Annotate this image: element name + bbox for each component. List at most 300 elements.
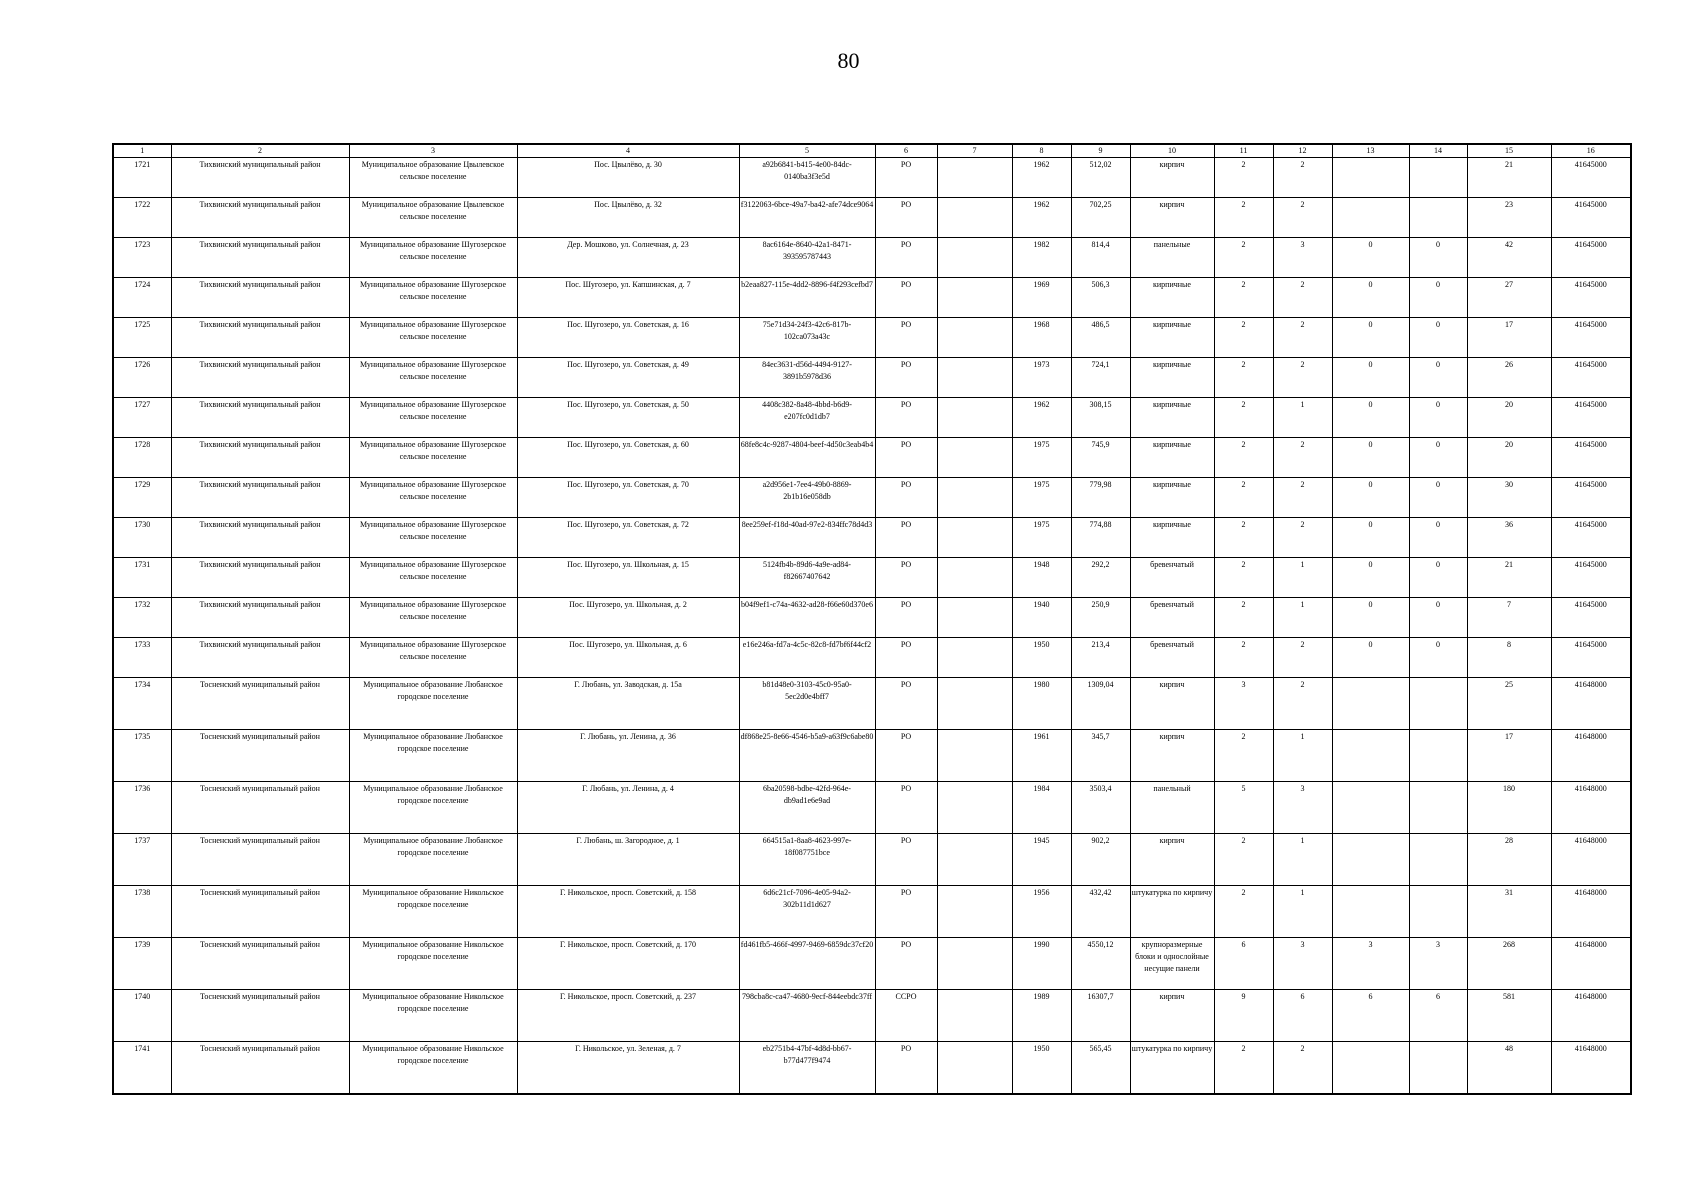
table-cell-col-11: 2 xyxy=(1214,638,1273,678)
table-row xyxy=(113,730,1631,782)
table-cell-col-2: Тихвинский муниципальный район xyxy=(171,438,349,478)
table-cell-col-10: кирпичные xyxy=(1130,318,1214,358)
table-cell-col-2: Тихвинский муниципальный район xyxy=(171,518,349,558)
table-cell-col-5: 798cba8c-ca47-4680-9ecf-844eebdc37ff xyxy=(739,990,875,1042)
table-cell-col-10: кирпич xyxy=(1130,678,1214,730)
table-cell-col-6: РО xyxy=(875,198,937,238)
table-cell-col-9: 213,4 xyxy=(1071,638,1130,678)
table-cell-col-10: бревенчатый xyxy=(1130,558,1214,598)
table-cell-col-16: 41645000 xyxy=(1551,398,1631,438)
table-cell-col-11: 2 xyxy=(1214,238,1273,278)
table-row xyxy=(113,678,1631,730)
table-cell-col-16: 41648000 xyxy=(1551,1042,1631,1095)
table-row xyxy=(113,158,1631,198)
table-cell-col-5: b04f9ef1-c74a-4632-ad28-f66e60d370e6 xyxy=(739,598,875,638)
table-cell-col-11: 3 xyxy=(1214,678,1273,730)
column-header-3: 3 xyxy=(349,144,517,158)
table-cell-col-9: 902,2 xyxy=(1071,834,1130,886)
table-cell-col-1: 1739 xyxy=(113,938,171,990)
table-cell-col-14: 0 xyxy=(1409,558,1467,598)
table-cell-col-13: 0 xyxy=(1332,358,1409,398)
table-cell-col-15: 23 xyxy=(1467,198,1551,238)
table-cell-col-5: 664515a1-8aa8-4623-997e-18f087751bce xyxy=(739,834,875,886)
table-cell-col-12: 2 xyxy=(1273,278,1332,318)
table-cell-col-10: штукатурка по кирпичу xyxy=(1130,886,1214,938)
table-cell-col-13 xyxy=(1332,678,1409,730)
table-cell-col-11: 2 xyxy=(1214,278,1273,318)
column-header-1: 1 xyxy=(113,144,171,158)
table-cell-col-10: кирпичные xyxy=(1130,478,1214,518)
table-cell-col-1: 1727 xyxy=(113,398,171,438)
table-cell-col-16: 41645000 xyxy=(1551,158,1631,198)
table-cell-col-7 xyxy=(937,198,1012,238)
table-cell-col-3: Муниципальное образование Любанское городское поселение xyxy=(349,782,517,834)
table-cell-col-15: 31 xyxy=(1467,886,1551,938)
table-cell-col-14: 0 xyxy=(1409,598,1467,638)
table-cell-col-15: 581 xyxy=(1467,990,1551,1042)
table-cell-col-14 xyxy=(1409,782,1467,834)
table-cell-col-11: 2 xyxy=(1214,558,1273,598)
table-cell-col-8: 1950 xyxy=(1012,638,1071,678)
table-cell-col-5: a92b6841-b415-4e00-84dc-0140ba3f3e5d xyxy=(739,158,875,198)
table-cell-col-16: 41648000 xyxy=(1551,678,1631,730)
table-cell-col-6: РО xyxy=(875,518,937,558)
table-cell-col-5: 8ee259ef-f18d-40ad-97e2-834ffc78d4d3 xyxy=(739,518,875,558)
table-cell-col-16: 41645000 xyxy=(1551,558,1631,598)
table-cell-col-8: 1989 xyxy=(1012,990,1071,1042)
table-cell-col-8: 1980 xyxy=(1012,678,1071,730)
table-row xyxy=(113,598,1631,638)
table-row xyxy=(113,518,1631,558)
table-cell-col-15: 21 xyxy=(1467,558,1551,598)
column-header-8: 8 xyxy=(1012,144,1071,158)
table-cell-col-1: 1732 xyxy=(113,598,171,638)
table-cell-col-13: 0 xyxy=(1332,638,1409,678)
table-cell-col-12: 1 xyxy=(1273,598,1332,638)
table-cell-col-16: 41645000 xyxy=(1551,438,1631,478)
table-cell-col-9: 432,42 xyxy=(1071,886,1130,938)
table-cell-col-6: РО xyxy=(875,398,937,438)
table-cell-col-10: штукатурка по кирпичу xyxy=(1130,1042,1214,1095)
table-cell-col-3: Муниципальное образование Шугозерское сельское поселение xyxy=(349,438,517,478)
table-cell-col-6: РО xyxy=(875,730,937,782)
table-cell-col-13 xyxy=(1332,782,1409,834)
table-cell-col-16: 41648000 xyxy=(1551,730,1631,782)
table-cell-col-6: РО xyxy=(875,318,937,358)
table-cell-col-15: 30 xyxy=(1467,478,1551,518)
table-cell-col-5: e16e246a-fd7a-4c5c-82c8-fd7bf6f44cf2 xyxy=(739,638,875,678)
table-cell-col-10: кирпич xyxy=(1130,834,1214,886)
table-cell-col-7 xyxy=(937,598,1012,638)
table-cell-col-8: 1948 xyxy=(1012,558,1071,598)
column-header-13: 13 xyxy=(1332,144,1409,158)
table-cell-col-7 xyxy=(937,1042,1012,1095)
table-cell-col-5: 8ac6164e-8640-42a1-8471-393595787443 xyxy=(739,238,875,278)
table-cell-col-15: 25 xyxy=(1467,678,1551,730)
table-body xyxy=(113,158,1631,1095)
table-cell-col-12: 2 xyxy=(1273,318,1332,358)
table-cell-col-11: 2 xyxy=(1214,398,1273,438)
table-cell-col-11: 2 xyxy=(1214,730,1273,782)
table-cell-col-4: Пос. Шугозеро, ул. Школьная, д. 15 xyxy=(517,558,739,598)
table-cell-col-13: 0 xyxy=(1332,438,1409,478)
table-cell-col-8: 1990 xyxy=(1012,938,1071,990)
table-cell-col-7 xyxy=(937,638,1012,678)
table-cell-col-13: 0 xyxy=(1332,598,1409,638)
table-cell-col-7 xyxy=(937,398,1012,438)
column-header-2: 2 xyxy=(171,144,349,158)
table-cell-col-14: 3 xyxy=(1409,938,1467,990)
table-cell-col-4: Г. Никольское, просп. Советский, д. 170 xyxy=(517,938,739,990)
table-cell-col-6: РО xyxy=(875,1042,937,1095)
table-cell-col-2: Тихвинский муниципальный район xyxy=(171,238,349,278)
table-cell-col-9: 774,88 xyxy=(1071,518,1130,558)
table-cell-col-1: 1729 xyxy=(113,478,171,518)
table-cell-col-12: 6 xyxy=(1273,990,1332,1042)
table-cell-col-6: РО xyxy=(875,158,937,198)
table-cell-col-5: df868e25-8e66-4546-b5a9-a63f9c6abe80 xyxy=(739,730,875,782)
table-cell-col-2: Тихвинский муниципальный район xyxy=(171,598,349,638)
table-cell-col-11: 9 xyxy=(1214,990,1273,1042)
table-cell-col-2: Тихвинский муниципальный район xyxy=(171,478,349,518)
table-cell-col-5: 5124fb4b-89d6-4a9e-ad84-f82667407642 xyxy=(739,558,875,598)
table-cell-col-1: 1741 xyxy=(113,1042,171,1095)
table-cell-col-6: ССРО xyxy=(875,990,937,1042)
table-cell-col-6: РО xyxy=(875,678,937,730)
table-cell-col-13: 0 xyxy=(1332,398,1409,438)
table-cell-col-3: Муниципальное образование Шугозерское сельское поселение xyxy=(349,598,517,638)
table-cell-col-4: Дер. Мошково, ул. Солнечная, д. 23 xyxy=(517,238,739,278)
table-cell-col-11: 2 xyxy=(1214,478,1273,518)
table-cell-col-8: 1984 xyxy=(1012,782,1071,834)
table-cell-col-9: 292,2 xyxy=(1071,558,1130,598)
table-cell-col-14: 0 xyxy=(1409,238,1467,278)
table-cell-col-16: 41648000 xyxy=(1551,834,1631,886)
table-cell-col-3: Муниципальное образование Шугозерское сельское поселение xyxy=(349,398,517,438)
table-cell-col-13 xyxy=(1332,1042,1409,1095)
table-cell-col-10: панельные xyxy=(1130,238,1214,278)
table-cell-col-9: 308,15 xyxy=(1071,398,1130,438)
table-cell-col-3: Муниципальное образование Шугозерское сельское поселение xyxy=(349,558,517,598)
table-cell-col-2: Тосненский муниципальный район xyxy=(171,678,349,730)
table-cell-col-5: f3122063-6bce-49a7-ba42-afe74dce9064 xyxy=(739,198,875,238)
table-cell-col-9: 702,25 xyxy=(1071,198,1130,238)
table-cell-col-13: 0 xyxy=(1332,278,1409,318)
table-cell-col-11: 2 xyxy=(1214,598,1273,638)
column-header-12: 12 xyxy=(1273,144,1332,158)
table-cell-col-8: 1956 xyxy=(1012,886,1071,938)
table-cell-col-5: fd461fb5-466f-4997-9469-6859dc37cf20 xyxy=(739,938,875,990)
table-cell-col-5: 75e71d34-24f3-42c6-817b-102ca073a43c xyxy=(739,318,875,358)
table-cell-col-14: 0 xyxy=(1409,358,1467,398)
table-cell-col-4: Г. Любань, ул. Ленина, д. 4 xyxy=(517,782,739,834)
table-cell-col-8: 1969 xyxy=(1012,278,1071,318)
table-cell-col-7 xyxy=(937,318,1012,358)
table-row xyxy=(113,782,1631,834)
table-cell-col-5: a2d956e1-7ee4-49b0-8869-2b1b16e058db xyxy=(739,478,875,518)
table-cell-col-4: Пос. Цвылёво, д. 32 xyxy=(517,198,739,238)
table-cell-col-7 xyxy=(937,938,1012,990)
table-cell-col-3: Муниципальное образование Никольское городское поселение xyxy=(349,938,517,990)
table-cell-col-11: 2 xyxy=(1214,886,1273,938)
table-cell-col-14 xyxy=(1409,678,1467,730)
table-cell-col-7 xyxy=(937,478,1012,518)
table-cell-col-9: 779,98 xyxy=(1071,478,1130,518)
table-cell-col-13: 3 xyxy=(1332,938,1409,990)
table-cell-col-12: 2 xyxy=(1273,678,1332,730)
table-cell-col-6: РО xyxy=(875,278,937,318)
table-cell-col-9: 512,02 xyxy=(1071,158,1130,198)
table-cell-col-2: Тосненский муниципальный район xyxy=(171,782,349,834)
table-cell-col-3: Муниципальное образование Никольское городское поселение xyxy=(349,1042,517,1095)
table-cell-col-8: 1950 xyxy=(1012,1042,1071,1095)
table-cell-col-14 xyxy=(1409,1042,1467,1095)
table-cell-col-8: 1962 xyxy=(1012,158,1071,198)
table-cell-col-11: 2 xyxy=(1214,518,1273,558)
table-cell-col-1: 1735 xyxy=(113,730,171,782)
table-cell-col-12: 1 xyxy=(1273,834,1332,886)
housing-registry-table xyxy=(112,143,1632,1095)
table-cell-col-7 xyxy=(937,990,1012,1042)
table-cell-col-15: 21 xyxy=(1467,158,1551,198)
table-cell-col-6: РО xyxy=(875,558,937,598)
table-cell-col-2: Тихвинский муниципальный район xyxy=(171,558,349,598)
table-cell-col-6: РО xyxy=(875,478,937,518)
table-cell-col-14 xyxy=(1409,886,1467,938)
table-cell-col-13 xyxy=(1332,158,1409,198)
table-cell-col-4: Г. Никольское, ул. Зеленая, д. 7 xyxy=(517,1042,739,1095)
table-cell-col-7 xyxy=(937,238,1012,278)
table-cell-col-4: Пос. Шугозеро, ул. Советская, д. 72 xyxy=(517,518,739,558)
table-row xyxy=(113,278,1631,318)
table-cell-col-1: 1737 xyxy=(113,834,171,886)
table-cell-col-13 xyxy=(1332,886,1409,938)
table-cell-col-5: b81d48e0-3103-45c0-95a0-5ec2d0e4bff7 xyxy=(739,678,875,730)
table-cell-col-11: 2 xyxy=(1214,438,1273,478)
table-cell-col-1: 1722 xyxy=(113,198,171,238)
table-cell-col-14 xyxy=(1409,158,1467,198)
table-cell-col-4: Пос. Шугозеро, ул. Капшинская, д. 7 xyxy=(517,278,739,318)
table-cell-col-13 xyxy=(1332,834,1409,886)
table-cell-col-16: 41648000 xyxy=(1551,886,1631,938)
table-cell-col-1: 1724 xyxy=(113,278,171,318)
table-cell-col-11: 5 xyxy=(1214,782,1273,834)
table-cell-col-3: Муниципальное образование Шугозерское сельское поселение xyxy=(349,518,517,558)
table-row xyxy=(113,478,1631,518)
table-cell-col-9: 4550,12 xyxy=(1071,938,1130,990)
table-cell-col-14: 0 xyxy=(1409,318,1467,358)
table-cell-col-13: 6 xyxy=(1332,990,1409,1042)
table-cell-col-16: 41648000 xyxy=(1551,938,1631,990)
table-cell-col-15: 17 xyxy=(1467,730,1551,782)
table-cell-col-8: 1973 xyxy=(1012,358,1071,398)
table-cell-col-5: 4408c382-8a48-4bbd-b6d9-e207fc0d1db7 xyxy=(739,398,875,438)
table-cell-col-3: Муниципальное образование Шугозерское сельское поселение xyxy=(349,318,517,358)
table-cell-col-9: 16307,7 xyxy=(1071,990,1130,1042)
table-cell-col-15: 8 xyxy=(1467,638,1551,678)
table-cell-col-2: Тихвинский муниципальный район xyxy=(171,638,349,678)
table-cell-col-7 xyxy=(937,834,1012,886)
table-cell-col-7 xyxy=(937,678,1012,730)
table-cell-col-12: 1 xyxy=(1273,886,1332,938)
table-cell-col-3: Муниципальное образование Цвылевское сельское поселение xyxy=(349,158,517,198)
table-cell-col-10: кирпичные xyxy=(1130,398,1214,438)
table-cell-col-5: b2eaa827-115e-4dd2-8896-f4f293cefbd7 xyxy=(739,278,875,318)
table-cell-col-6: РО xyxy=(875,238,937,278)
table-cell-col-8: 1945 xyxy=(1012,834,1071,886)
table-cell-col-12: 2 xyxy=(1273,518,1332,558)
column-header-9: 9 xyxy=(1071,144,1130,158)
table-cell-col-11: 2 xyxy=(1214,158,1273,198)
table-cell-col-9: 814,4 xyxy=(1071,238,1130,278)
table-cell-col-2: Тосненский муниципальный район xyxy=(171,834,349,886)
table-cell-col-8: 1961 xyxy=(1012,730,1071,782)
table-cell-col-8: 1962 xyxy=(1012,198,1071,238)
table-cell-col-11: 6 xyxy=(1214,938,1273,990)
table-cell-col-8: 1975 xyxy=(1012,518,1071,558)
table-cell-col-7 xyxy=(937,518,1012,558)
table-cell-col-2: Тихвинский муниципальный район xyxy=(171,158,349,198)
table-cell-col-10: кирпичные xyxy=(1130,518,1214,558)
table-cell-col-4: Пос. Шугозеро, ул. Советская, д. 50 xyxy=(517,398,739,438)
table-cell-col-1: 1736 xyxy=(113,782,171,834)
table-cell-col-9: 506,3 xyxy=(1071,278,1130,318)
table-cell-col-14: 0 xyxy=(1409,398,1467,438)
table-row xyxy=(113,638,1631,678)
table-cell-col-10: кирпичные xyxy=(1130,438,1214,478)
table-cell-col-13: 0 xyxy=(1332,238,1409,278)
table-cell-col-16: 41645000 xyxy=(1551,598,1631,638)
table-cell-col-13: 0 xyxy=(1332,518,1409,558)
table-cell-col-11: 2 xyxy=(1214,358,1273,398)
table-cell-col-11: 2 xyxy=(1214,1042,1273,1095)
table-cell-col-12: 3 xyxy=(1273,238,1332,278)
column-header-5: 5 xyxy=(739,144,875,158)
table-cell-col-10: крупноразмерные блоки и однослойные несущие панели xyxy=(1130,938,1214,990)
table-cell-col-4: Пос. Шугозеро, ул. Советская, д. 16 xyxy=(517,318,739,358)
table-cell-col-4: Пос. Цвылёво, д. 30 xyxy=(517,158,739,198)
table-row xyxy=(113,938,1631,990)
table-cell-col-6: РО xyxy=(875,598,937,638)
table-cell-col-1: 1730 xyxy=(113,518,171,558)
table-cell-col-13: 0 xyxy=(1332,318,1409,358)
table-cell-col-11: 2 xyxy=(1214,834,1273,886)
table-cell-col-5: 68fe8c4c-9287-4804-beef-4d50c3eab4b4 xyxy=(739,438,875,478)
table-cell-col-10: кирпич xyxy=(1130,990,1214,1042)
table-cell-col-2: Тихвинский муниципальный район xyxy=(171,398,349,438)
table-cell-col-6: РО xyxy=(875,638,937,678)
table-cell-col-4: Г. Никольское, просп. Советский, д. 158 xyxy=(517,886,739,938)
table-cell-col-1: 1738 xyxy=(113,886,171,938)
table-cell-col-7 xyxy=(937,358,1012,398)
table-cell-col-16: 41645000 xyxy=(1551,358,1631,398)
table-cell-col-1: 1728 xyxy=(113,438,171,478)
table-cell-col-10: кирпичные xyxy=(1130,278,1214,318)
table-row xyxy=(113,398,1631,438)
table-cell-col-16: 41648000 xyxy=(1551,782,1631,834)
table-cell-col-16: 41645000 xyxy=(1551,278,1631,318)
table-cell-col-15: 36 xyxy=(1467,518,1551,558)
table-cell-col-4: Пос. Шугозеро, ул. Советская, д. 49 xyxy=(517,358,739,398)
table-cell-col-15: 180 xyxy=(1467,782,1551,834)
table-cell-col-6: РО xyxy=(875,886,937,938)
table-cell-col-7 xyxy=(937,438,1012,478)
table-cell-col-11: 2 xyxy=(1214,318,1273,358)
table-cell-col-9: 345,7 xyxy=(1071,730,1130,782)
table-cell-col-10: кирпич xyxy=(1130,158,1214,198)
table-cell-col-15: 20 xyxy=(1467,438,1551,478)
table-cell-col-4: Пос. Шугозеро, ул. Школьная, д. 6 xyxy=(517,638,739,678)
table-cell-col-10: кирпич xyxy=(1130,730,1214,782)
table-cell-col-12: 2 xyxy=(1273,438,1332,478)
table-cell-col-15: 26 xyxy=(1467,358,1551,398)
table-cell-col-4: Г. Любань, ул. Заводская, д. 15а xyxy=(517,678,739,730)
table-cell-col-14: 6 xyxy=(1409,990,1467,1042)
table-cell-col-12: 2 xyxy=(1273,638,1332,678)
table-cell-col-8: 1940 xyxy=(1012,598,1071,638)
table-cell-col-2: Тосненский муниципальный район xyxy=(171,730,349,782)
table-cell-col-9: 3503,4 xyxy=(1071,782,1130,834)
table-cell-col-12: 3 xyxy=(1273,782,1332,834)
housing-registry-table-container xyxy=(112,143,1630,1095)
table-row xyxy=(113,238,1631,278)
table-cell-col-5: 6d6c21cf-7096-4e05-94a2-302b11d1d627 xyxy=(739,886,875,938)
table-cell-col-12: 2 xyxy=(1273,198,1332,238)
table-cell-col-8: 1962 xyxy=(1012,398,1071,438)
table-cell-col-16: 41645000 xyxy=(1551,518,1631,558)
table-cell-col-9: 565,45 xyxy=(1071,1042,1130,1095)
table-cell-col-12: 2 xyxy=(1273,478,1332,518)
table-cell-col-6: РО xyxy=(875,834,937,886)
table-cell-col-3: Муниципальное образование Шугозерское сельское поселение xyxy=(349,358,517,398)
table-cell-col-3: Муниципальное образование Любанское городское поселение xyxy=(349,678,517,730)
table-cell-col-3: Муниципальное образование Шугозерское сельское поселение xyxy=(349,278,517,318)
table-cell-col-14: 0 xyxy=(1409,438,1467,478)
table-cell-col-14: 0 xyxy=(1409,518,1467,558)
table-cell-col-5: eb2751b4-47bf-4d8d-bb67-b77d477f9474 xyxy=(739,1042,875,1095)
table-row xyxy=(113,358,1631,398)
table-cell-col-2: Тосненский муниципальный район xyxy=(171,938,349,990)
table-cell-col-9: 1309,04 xyxy=(1071,678,1130,730)
table-cell-col-12: 1 xyxy=(1273,558,1332,598)
table-cell-col-7 xyxy=(937,886,1012,938)
table-cell-col-15: 28 xyxy=(1467,834,1551,886)
table-cell-col-5: 6ba20598-bdbe-42fd-964e-db9ad1e6e9ad xyxy=(739,782,875,834)
table-cell-col-6: РО xyxy=(875,782,937,834)
table-cell-col-9: 745,9 xyxy=(1071,438,1130,478)
table-cell-col-13 xyxy=(1332,198,1409,238)
table-cell-col-12: 1 xyxy=(1273,730,1332,782)
table-cell-col-12: 1 xyxy=(1273,398,1332,438)
column-header-10: 10 xyxy=(1130,144,1214,158)
table-row xyxy=(113,1042,1631,1095)
table-cell-col-1: 1725 xyxy=(113,318,171,358)
table-cell-col-15: 48 xyxy=(1467,1042,1551,1095)
table-cell-col-8: 1982 xyxy=(1012,238,1071,278)
table-cell-col-12: 2 xyxy=(1273,158,1332,198)
table-cell-col-7 xyxy=(937,730,1012,782)
table-cell-col-3: Муниципальное образование Шугозерское сельское поселение xyxy=(349,638,517,678)
column-header-14: 14 xyxy=(1409,144,1467,158)
page-number: 80 xyxy=(837,48,860,73)
table-cell-col-14: 0 xyxy=(1409,478,1467,518)
column-header-15: 15 xyxy=(1467,144,1551,158)
table-cell-col-3: Муниципальное образование Никольское городское поселение xyxy=(349,886,517,938)
table-cell-col-12: 3 xyxy=(1273,938,1332,990)
table-cell-col-10: бревенчатый xyxy=(1130,598,1214,638)
table-cell-col-15: 27 xyxy=(1467,278,1551,318)
table-cell-col-1: 1733 xyxy=(113,638,171,678)
